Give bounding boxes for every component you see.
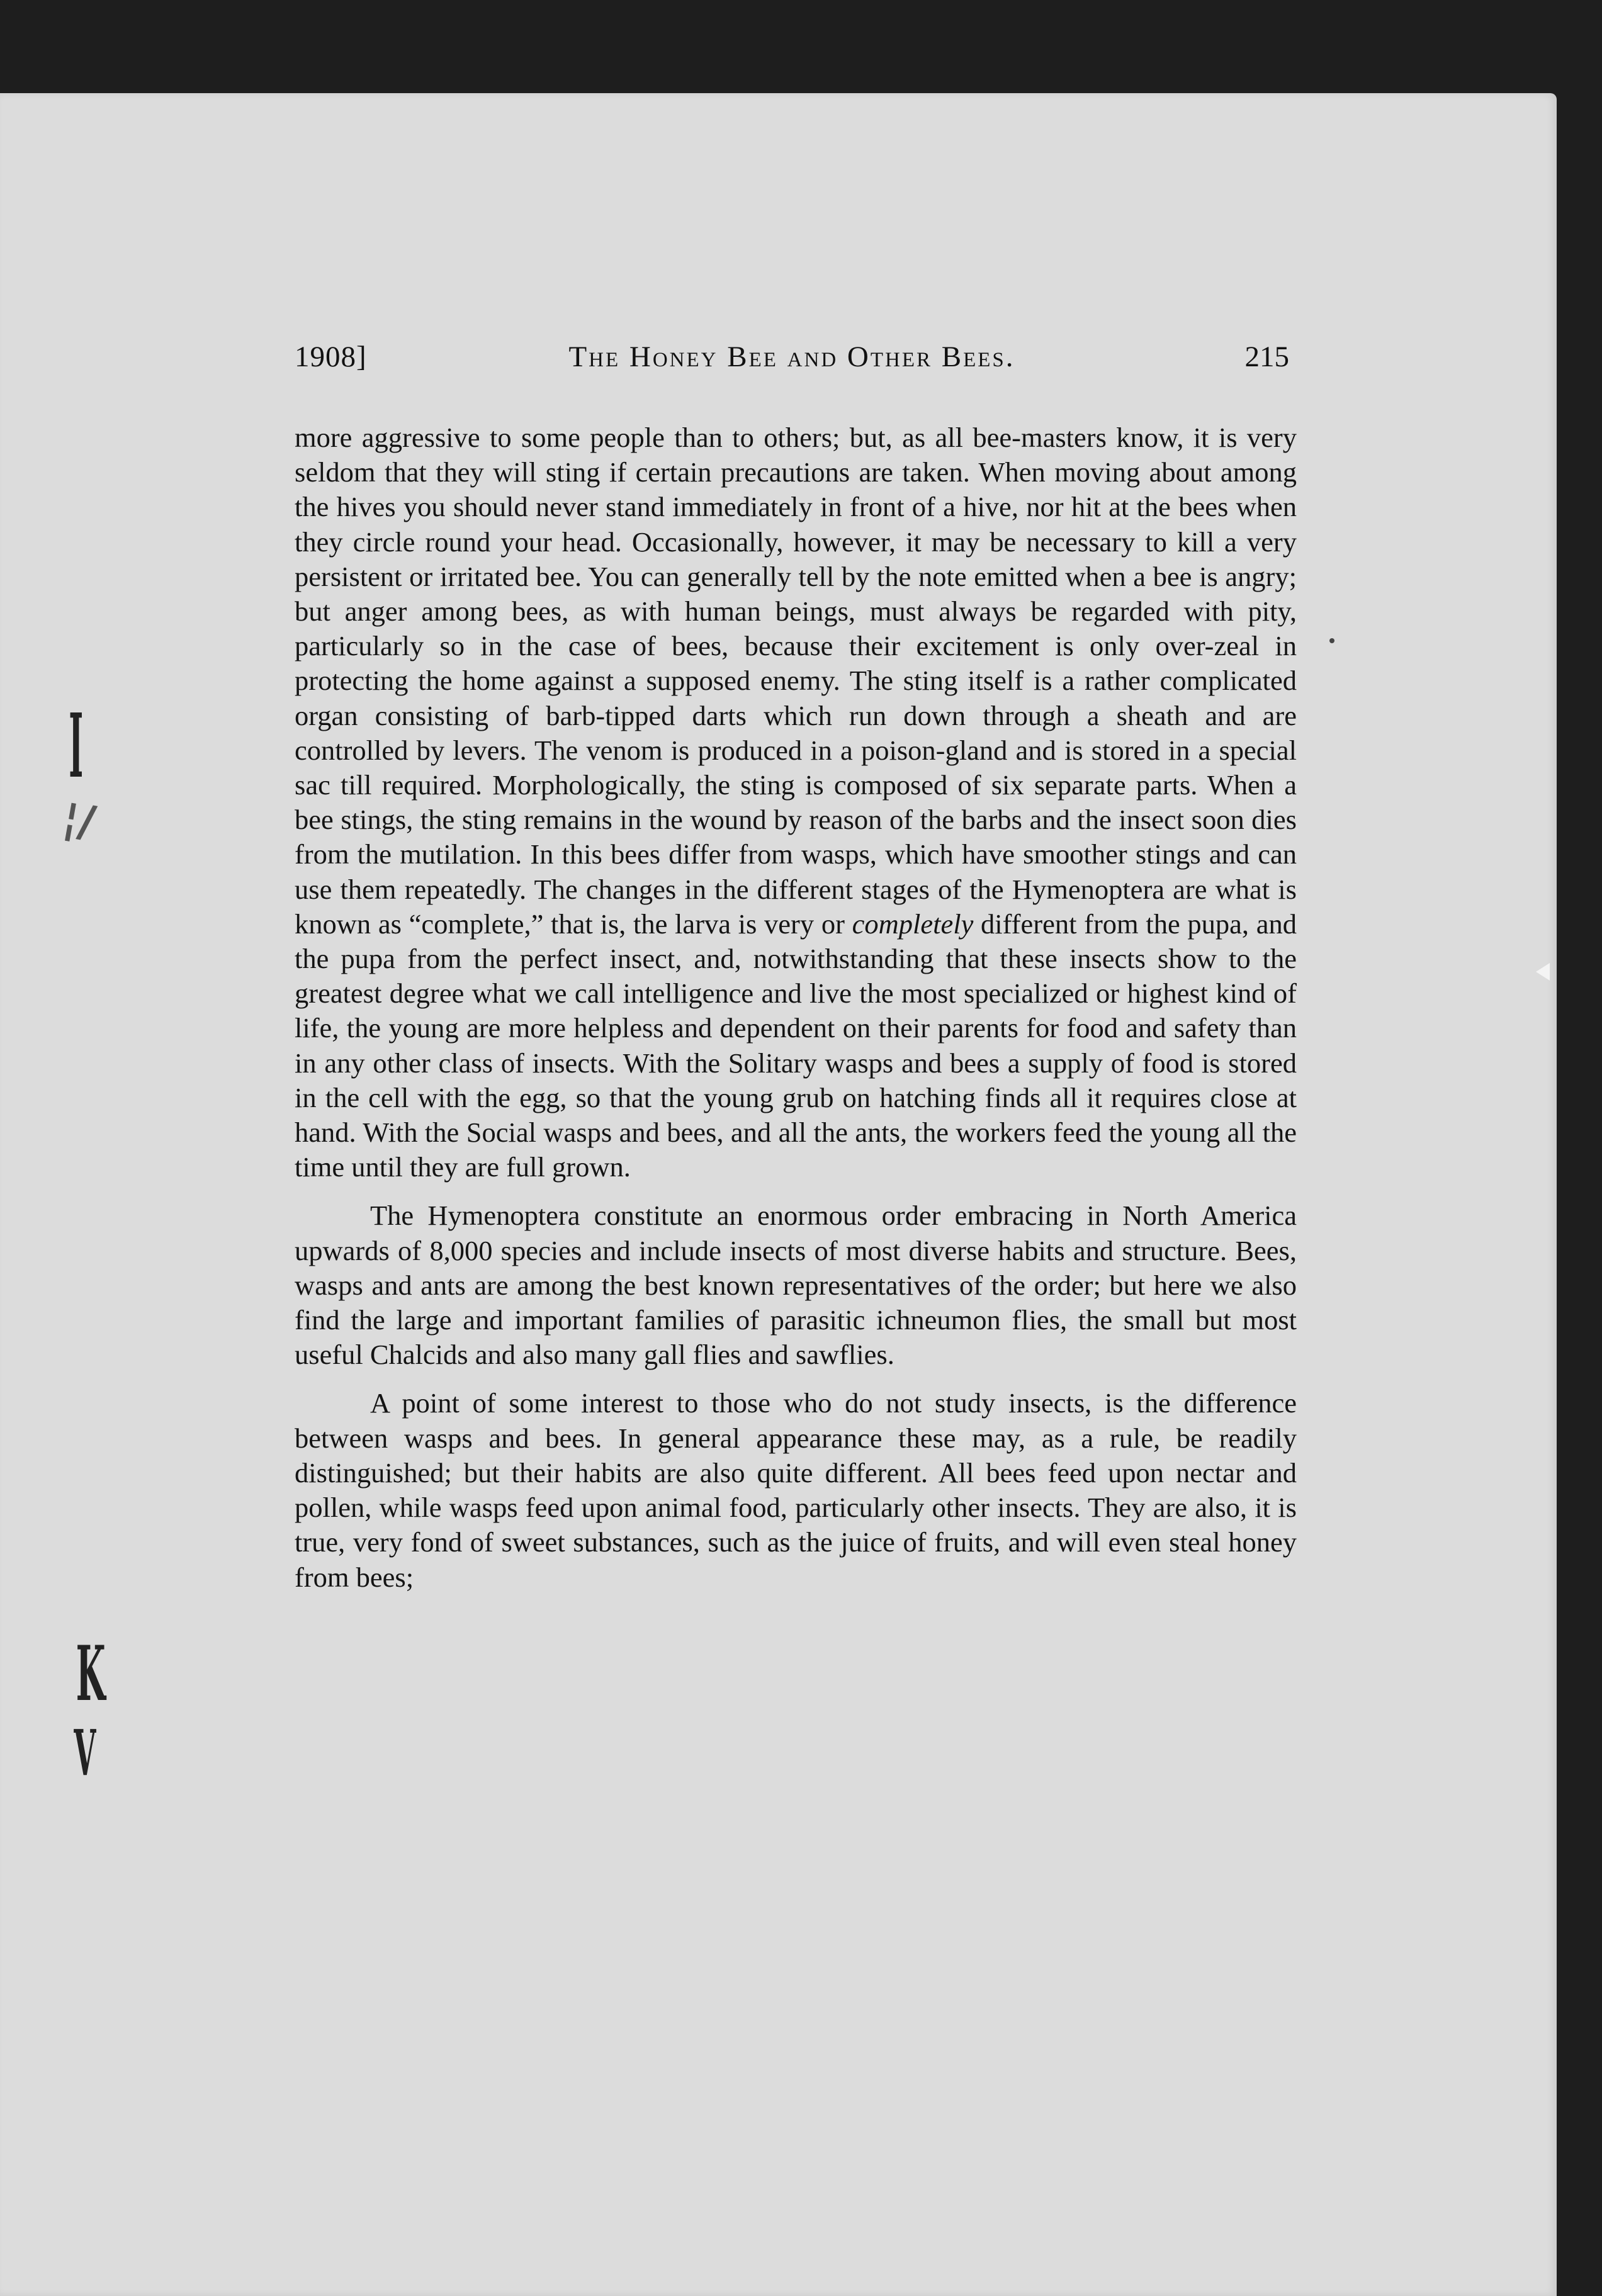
running-head xyxy=(295,340,1289,384)
paragraph-text: different from the pupa, and the pupa from the perfect insect, and, notwithstanding that these insects show to the greatest degree what we call intelligence and live the most specialized or highest kind of life, the young are more helpless and dependent on their parents for food and safety than in any other class of insects. With the Solitary wasps and bees a supply of food is stored in the cell with the egg, so that the young grub on hatching finds all it requires close at hand. With the Social wasps and bees, and all the ants, the workers feed the young all the time until they are full grown. xyxy=(295,908,1297,1183)
paragraph-wasps-vs-bees: A point of some interest to those who do not study insects, is the difference between wasps and bees. In general appearance these may, as a rule, be readily distinguished; but their habits are also quite different. All bees feed upon nectar and pollen, while wasps feed upon animal food, particularly other insects. They are also, it is true, very fond of sweet substances, such as the juice of fruits, and will even steal honey from bees; xyxy=(295,1387,1297,1593)
body-text xyxy=(295,420,1297,1595)
ink-speck xyxy=(1329,638,1334,643)
paragraph-continued xyxy=(295,420,1297,1185)
margin-pencil-mark: I xyxy=(69,695,84,798)
margin-pencil-mark: V xyxy=(74,1716,96,1790)
paragraph-text: more aggressive to some people than to others; but, as all bee-masters know, it is very seldom that they will sting if certain precautions are taken. When moving about among the hives you should never stand immediately in front of a hive, nor hit at the bees when they circle round your head. Occasionally, however, it may be necessary to kill a very persistent or irritated bee. You can generally tell by the note emitted when a bee is angry; but anger among bees, as with human beings, must always be regarded with pity, particularly so in the case of bees, because their excitement is only over-zeal in protecting the home against a supposed enemy. The sting itself is a rather complicated organ consisting of barb-tipped darts which run down through a sheath and are controlled by levers. The venom is produced in a poison-gland and is stored in a special sac till required. Morphologically, the sting is composed of six separate parts. When a bee stings, the sting remains in the wound by reason of the barbs and the insect soon dies from the mutilation. In this bees differ from wasps, which have smoother stings and can use them repeatedly. The changes in the different stages of the Hymenoptera are what is known as “complete,” that is, the larva is very or xyxy=(295,422,1297,940)
page-edge-notch xyxy=(1536,963,1550,981)
emphasis-text: completely xyxy=(852,908,974,940)
paragraph-hymenoptera: The Hymenoptera constitute an enormous order embracing in North America upwards of 8,000 species and include insects of most diverse habits and structure. Bees, wasps and ants are among the best known representatives of the order; but here we also find the large and important families of parasitic ichneumon flies, the small but most useful Chalcids and also many gall flies and sawflies. xyxy=(295,1200,1297,1371)
running-head-title: The Honey Bee and Other Bees. xyxy=(568,340,1015,373)
margin-pencil-mark: K xyxy=(76,1629,106,1718)
running-head-year: 1908] xyxy=(295,340,367,373)
page-number: 215 xyxy=(1244,340,1289,373)
margin-pencil-mark: ¦/ xyxy=(59,791,99,848)
